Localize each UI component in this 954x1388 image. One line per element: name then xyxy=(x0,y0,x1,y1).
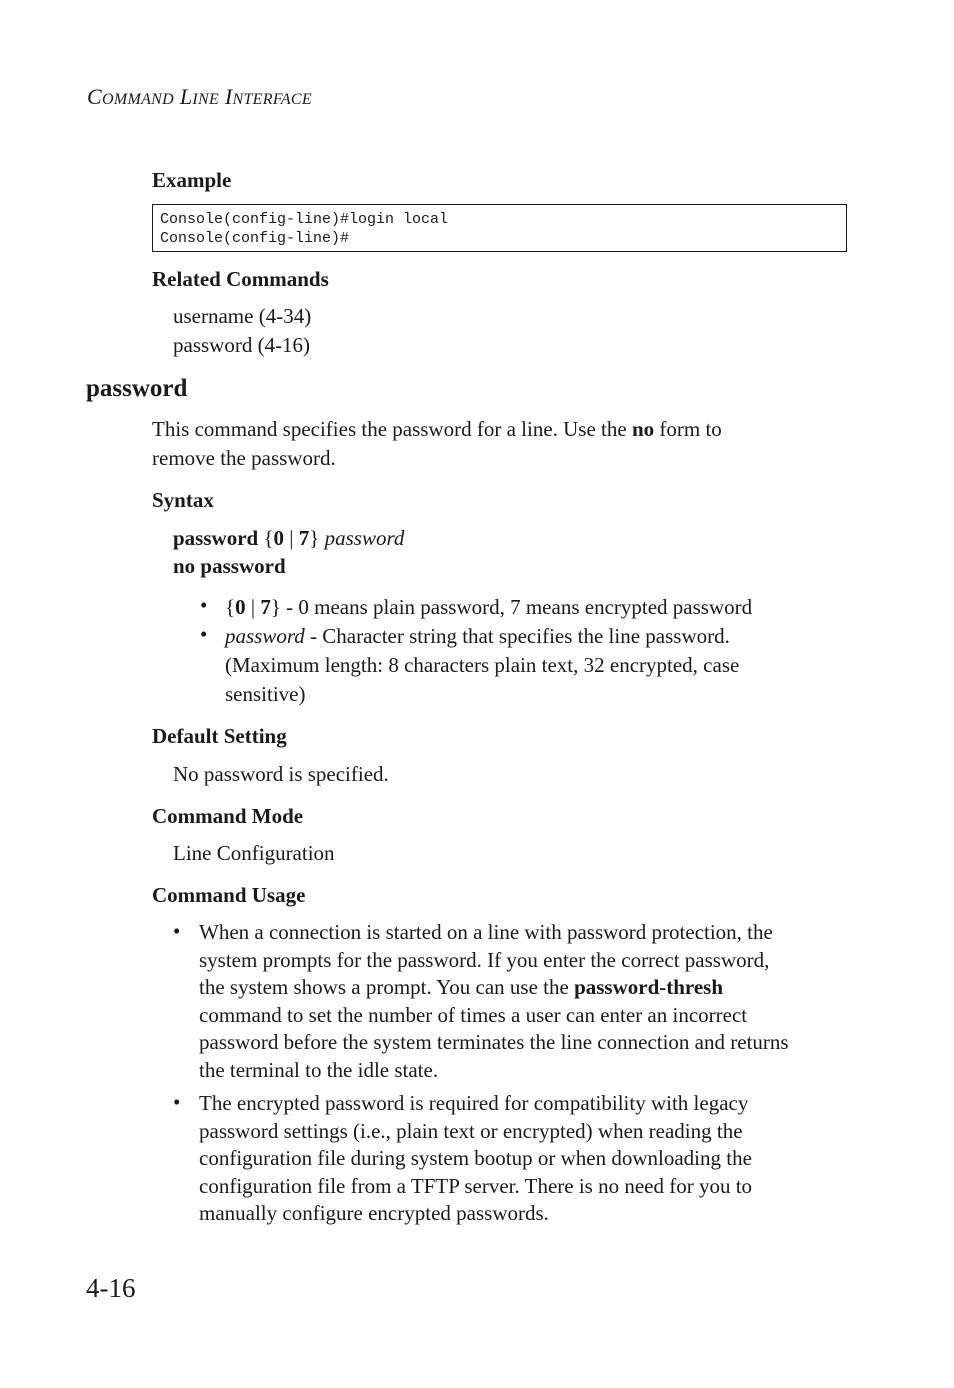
syntax-bullet-line xyxy=(225,622,730,651)
bullet-text: } - 0 means plain password, 7 means encrypted password xyxy=(270,595,753,619)
bullet-icon: • xyxy=(200,622,208,646)
usage-line: command to set the number of times a user can enter an incorrect xyxy=(199,1002,748,1027)
description-text: form to xyxy=(654,417,722,441)
syntax-separator: | xyxy=(245,595,261,619)
usage-line xyxy=(199,974,789,1002)
related-commands-heading: Related Commands xyxy=(152,267,329,291)
code-example-box xyxy=(152,204,847,252)
bullet-icon: • xyxy=(200,593,208,617)
bullet-icon: • xyxy=(173,1090,181,1114)
usage-line: the terminal to the idle state. xyxy=(199,1057,439,1082)
usage-paragraph xyxy=(199,919,789,1084)
usage-line: The encrypted password is required for compatibility with legacy xyxy=(199,1091,749,1115)
related-command-item: username (4-34) xyxy=(173,304,312,328)
syntax-bullet-line: (Maximum length: 8 characters plain text, 32 encrypted, case xyxy=(225,653,740,677)
usage-keyword: password-thresh xyxy=(574,975,724,999)
description-text: This command specifies the password for a line. Use the xyxy=(152,417,632,441)
command-mode-heading: Command Mode xyxy=(152,804,304,828)
usage-line: configuration file from a TFTP server. There is no need for you to xyxy=(199,1173,753,1198)
command-description-line xyxy=(152,415,722,444)
syntax-command: password xyxy=(173,526,259,550)
command-usage-heading: Command Usage xyxy=(152,883,306,907)
syntax-brace: } xyxy=(309,526,325,550)
header-initial: L xyxy=(179,84,193,109)
description-keyword: no xyxy=(631,417,655,441)
example-heading: Example xyxy=(152,168,232,192)
syntax-option: 0 xyxy=(235,595,246,619)
command-title: password xyxy=(86,375,188,402)
syntax-separator: | xyxy=(284,526,299,550)
syntax-bullet-line: sensitive) xyxy=(225,682,306,706)
default-setting-heading: Default Setting xyxy=(152,724,287,748)
header-initial: C xyxy=(87,84,102,109)
code-line: Console(config-line)#login local xyxy=(160,211,449,228)
syntax-line-no-form: no password xyxy=(173,554,286,578)
syntax-bullet-line xyxy=(225,593,752,622)
command-mode-text: Line Configuration xyxy=(173,841,335,865)
usage-line: configuration file during system bootup or when downloading the xyxy=(199,1146,752,1170)
default-setting-text: No password is specified. xyxy=(173,762,389,786)
syntax-option: 0 xyxy=(273,526,285,550)
syntax-option: 7 xyxy=(298,526,310,550)
command-description-line: remove the password. xyxy=(152,446,336,470)
syntax-parameter: password xyxy=(324,526,405,550)
header-rest: NTERFACE xyxy=(232,91,312,108)
usage-line: manually configure encrypted passwords. xyxy=(199,1201,549,1225)
syntax-brace: { xyxy=(225,595,236,619)
bullet-text: - Character string that specifies the line password. xyxy=(304,624,730,648)
usage-paragraph xyxy=(199,1090,752,1228)
page-number: 4-16 xyxy=(86,1273,136,1303)
code-line: Console(config-line)# xyxy=(160,230,350,247)
header-initial: I xyxy=(224,84,233,109)
usage-line: system prompts for the password. If you enter the correct password, xyxy=(199,947,770,972)
syntax-parameter: password xyxy=(225,624,305,648)
usage-line: password before the system terminates the line connection and returns xyxy=(199,1030,789,1054)
header-rest: OMMAND xyxy=(101,91,174,108)
syntax-brace: { xyxy=(258,526,274,550)
syntax-option: 7 xyxy=(260,595,271,619)
syntax-heading: Syntax xyxy=(152,488,214,512)
running-header xyxy=(87,84,312,110)
bullet-icon: • xyxy=(173,919,181,943)
related-command-item: password (4-16) xyxy=(173,333,311,357)
syntax-line xyxy=(173,524,404,553)
usage-text: the system shows a prompt. You can use the xyxy=(199,975,575,999)
usage-line: When a connection is started on a line with password protection, the xyxy=(199,920,773,944)
usage-line: password settings (i.e., plain text or encrypted) when reading the xyxy=(199,1118,743,1143)
header-rest: INE xyxy=(192,91,220,108)
